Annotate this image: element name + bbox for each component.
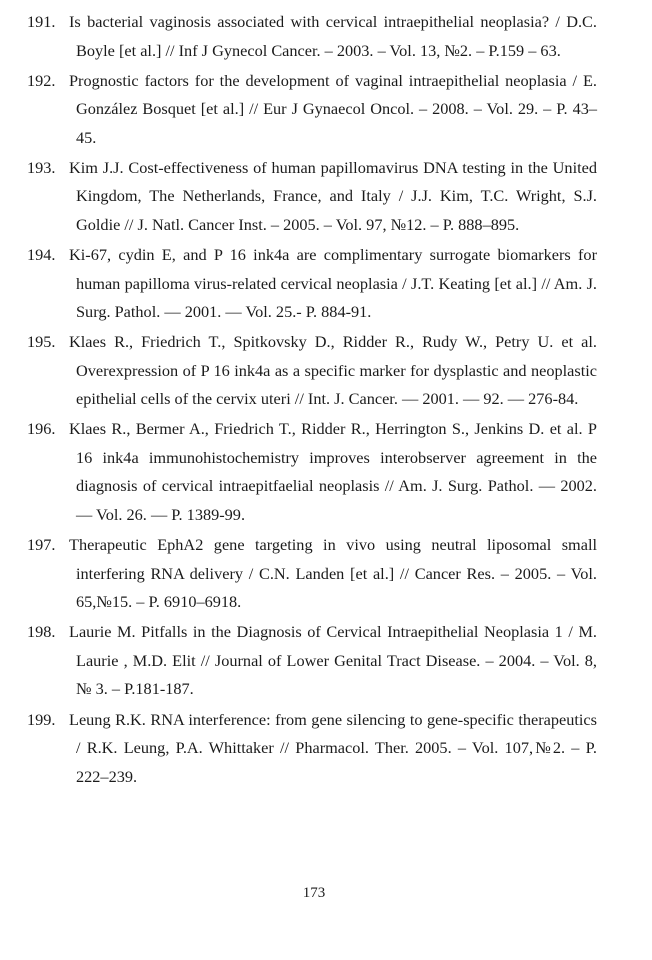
reference-number: 199. bbox=[27, 709, 56, 729]
reference-text: Ki-67, cydin E, and P 16 ink4a are complimentary surrogate biomarkers for human papilloma virus-related cervical neoplasia / J.T. Keating [et al.] // Am. J. Surg. Pathol. — 2001. — Vol. 25.- P. 884-91. bbox=[69, 245, 597, 322]
reference-number: 191. bbox=[27, 12, 56, 31]
reference-item bbox=[27, 415, 597, 529]
reference-text: Prognostic factors for the development of vaginal intraepithelial neoplasia / E. González Bosquet [et al.] // Eur J Gynaecol Oncol. – 2008. – Vol. 29. – P. 43–45. bbox=[69, 70, 597, 147]
reference-number: 195. bbox=[27, 332, 56, 352]
reference-text: Laurie M. Pitfalls in the Diagnosis of Cervical Intraepithelial Neoplasia 1 / M. Laurie , M.D. Elit // Journal of Lower Genital Tract Disease. – 2004. – Vol. 8, № 3. – P.181-187. bbox=[69, 622, 597, 699]
reference-number: 194. bbox=[27, 245, 56, 265]
reference-number: 193. bbox=[27, 157, 56, 177]
reference-number: 196. bbox=[27, 419, 56, 439]
reference-text: Kim J.J. Cost-effectiveness of human papillomavirus DNA testing in the United Kingdom, The Netherlands, France, and Italy / J.J. Kim, T.C. Wright, S.J. Goldie // J. Natl. Cancer Inst. – 2005. – Vol. 97, №12. – P. 888–895. bbox=[69, 157, 597, 234]
reference-number: 198. bbox=[27, 622, 56, 642]
reference-item bbox=[27, 328, 597, 414]
reference-item bbox=[27, 531, 597, 617]
page-number: 173 bbox=[302, 885, 326, 901]
reference-text: Therapeutic EphA2 gene targeting in vivo using neutral liposomal small interfering RNA delivery / C.N. Landen [et al.] // Cancer Res. – 2005. – Vol. 65,№15. – P. 6910–6918. bbox=[69, 535, 597, 612]
reference-text: Leung R.K. RNA interference: from gene silencing to gene-specific therapeutics / R.K. Leung, P.A. Whittaker // Pharmacol. Ther. 2005. – Vol. 107,№2. – P. 222–239. bbox=[69, 709, 597, 786]
reference-item bbox=[27, 154, 597, 240]
reference-item bbox=[27, 241, 597, 327]
reference-item bbox=[27, 8, 597, 65]
reference-item bbox=[27, 706, 597, 792]
reference-list bbox=[27, 8, 597, 791]
reference-item bbox=[27, 618, 597, 704]
reference-text: Klaes R., Friedrich T., Spitkovsky D., Ridder R., Rudy W., Petry U. et al. Overexpression of P 16 ink4a as a specific marker for dysplastic and neoplastic epithelial cells of the cervix uteri // Int. J. Cancer. — 2001. — 92. — 276-84. bbox=[69, 332, 597, 409]
reference-number: 192. bbox=[27, 70, 56, 90]
reference-item bbox=[27, 67, 597, 153]
reference-number: 197. bbox=[27, 535, 56, 555]
reference-text: Is bacterial vaginosis associated with cervical intraepithelial neoplasia? / D.C. Boyle [et al.] // Inf J Gynecol Cancer. – 2003. – Vol. 13, №2. – P.159 – 63. bbox=[69, 12, 597, 60]
reference-text: Klaes R., Bermer A., Friedrich T., Ridder R., Herrington S., Jenkins D. et al. P 16 ink4a immunohistochemistry improves interobserver agreement in the diagnosis of cervical intraepitfaelial neoplasis // Am. J. Surg. Pathol. — 2002. — Vol. 26. — P. 1389-99. bbox=[69, 419, 597, 524]
